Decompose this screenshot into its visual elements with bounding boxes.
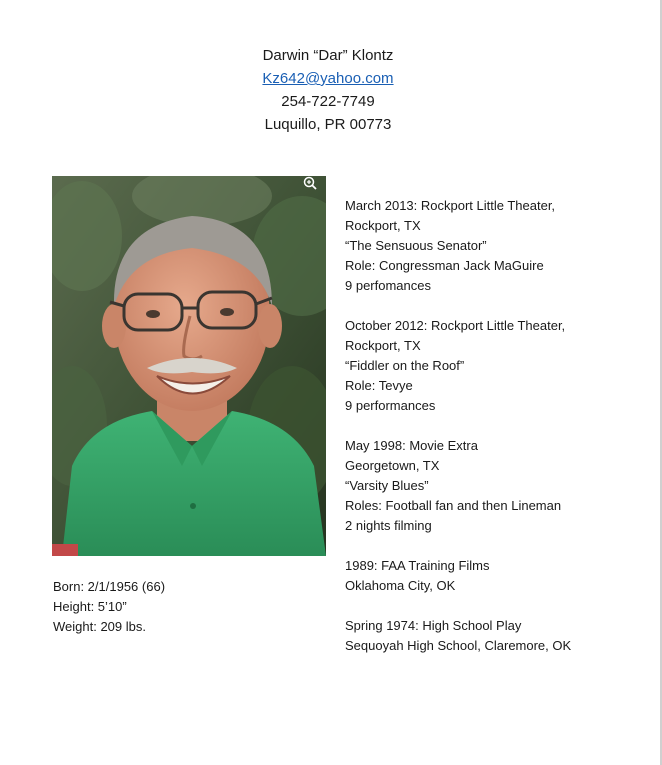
- physical-stats: [53, 577, 165, 637]
- credit-entry: [345, 556, 645, 596]
- credit-line: Roles: Football fan and then Lineman: [345, 498, 562, 513]
- credit-line: “The Sensuous Senator”: [345, 238, 487, 253]
- born-line: Born: 2/1/1956 (66): [53, 579, 166, 594]
- credit-line: 1989: FAA Training Films: [345, 558, 490, 573]
- headshot-illustration: [52, 176, 326, 556]
- credit-line: Rockport, TX: [345, 338, 421, 353]
- credit-line: Spring 1974: High School Play: [345, 618, 522, 633]
- headshot-photo: [52, 176, 326, 556]
- credit-line: Role: Congressman Jack MaGuire: [345, 258, 544, 273]
- credit-line: 9 perfomances: [345, 278, 431, 293]
- contact-header: [0, 44, 656, 136]
- credit-line: “Varsity Blues”: [345, 478, 429, 493]
- phone-number: 254-722-7749: [281, 93, 375, 110]
- credit-line: Role: Tevye: [345, 378, 413, 393]
- magnifier-icon[interactable]: [302, 176, 318, 190]
- credit-entry: [345, 196, 645, 296]
- credit-line: October 2012: Rockport Little Theater,: [345, 318, 566, 333]
- credit-line: “Fiddler on the Roof”: [345, 358, 465, 373]
- credit-entry: [345, 616, 645, 656]
- credit-line: Oklahoma City, OK: [345, 578, 456, 593]
- credit-line: Sequoyah High School, Claremore, OK: [345, 638, 572, 653]
- credit-line: Rockport, TX: [345, 218, 421, 233]
- credit-line: 9 performances: [345, 398, 436, 413]
- weight-line: Weight: 209 lbs.: [53, 619, 146, 634]
- email-link[interactable]: Kz642@yahoo.com: [262, 70, 394, 87]
- address: Luquillo, PR 00773: [264, 116, 392, 133]
- credit-entry: [345, 316, 645, 416]
- credit-line: Georgetown, TX: [345, 458, 440, 473]
- credit-entry: [345, 436, 645, 536]
- height-line: Height: 5’10”: [53, 599, 127, 614]
- credit-line: May 1998: Movie Extra: [345, 438, 478, 453]
- credit-line: 2 nights filming: [345, 518, 432, 533]
- actor-name: Darwin “Dar” Klontz: [262, 47, 394, 64]
- credits-list: [345, 196, 645, 676]
- credit-line: March 2013: Rockport Little Theater,: [345, 198, 556, 213]
